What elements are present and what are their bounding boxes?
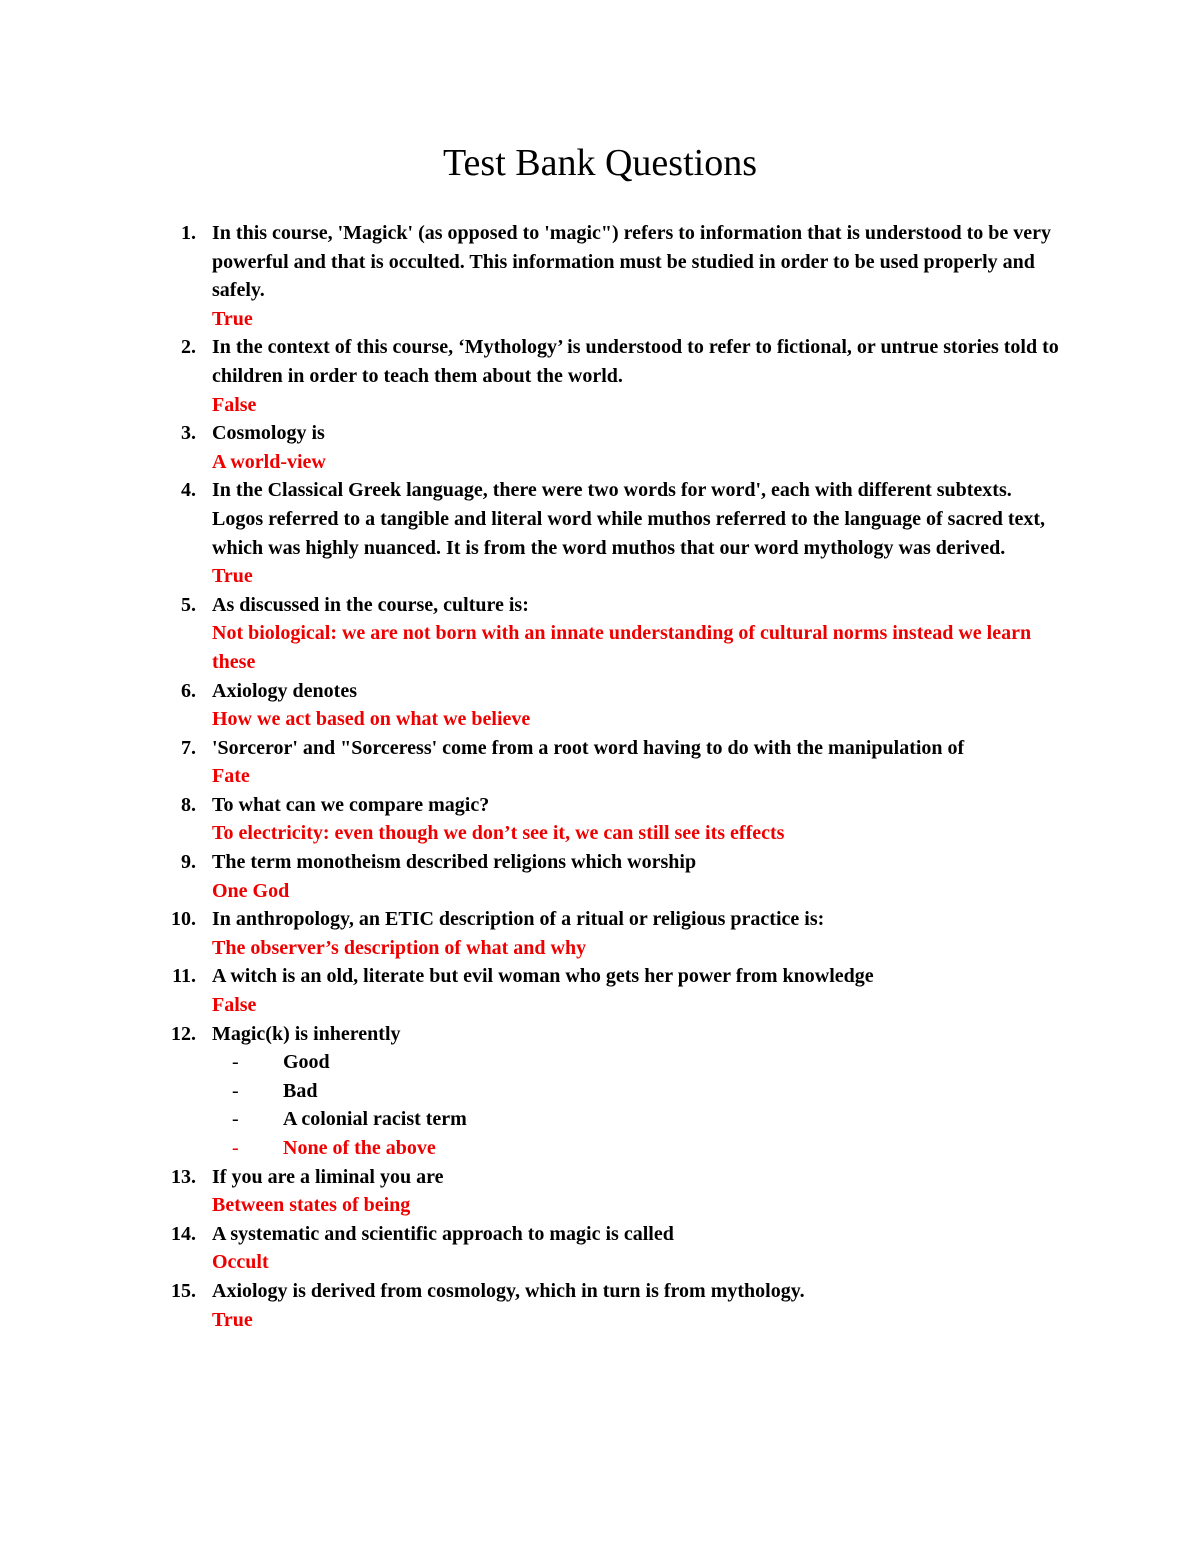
question-item xyxy=(150,476,1060,590)
option-label: None of the above xyxy=(283,1137,436,1159)
question-item xyxy=(150,1220,1060,1277)
question-answer: False xyxy=(212,994,257,1017)
dash-bullet: - xyxy=(232,1137,239,1159)
question-answer: How we act based on what we believe xyxy=(212,708,531,731)
question-item xyxy=(150,677,1060,734)
dash-bullet: - xyxy=(232,1079,239,1102)
question-text: 'Sorceror' and "Sorceress' come from a root word having to do with the manipulation of xyxy=(212,736,965,759)
question-number: 14. xyxy=(171,1222,196,1245)
question-answer: True xyxy=(212,307,253,330)
question-item xyxy=(150,734,1060,791)
question-item xyxy=(150,219,1060,333)
question-answer: To electricity: even though we don’t see it, we can still see its effects xyxy=(212,822,785,845)
answer-options xyxy=(212,1048,1060,1162)
question-item xyxy=(150,333,1060,419)
question-answer: The observer’s description of what and why xyxy=(212,936,587,959)
option-item xyxy=(212,1077,1060,1106)
option-item-correct xyxy=(212,1134,1060,1163)
dash-bullet: - xyxy=(232,1108,239,1131)
question-text: A systematic and scientific approach to magic is called xyxy=(212,1222,674,1245)
question-item xyxy=(150,419,1060,476)
dash-bullet: - xyxy=(232,1051,239,1074)
question-number: 4. xyxy=(181,479,196,502)
question-text: As discussed in the course, culture is: xyxy=(212,593,529,616)
option-label: Bad xyxy=(283,1079,318,1102)
question-answer: Between states of being xyxy=(212,1194,411,1217)
question-answer: False xyxy=(212,393,257,416)
question-item xyxy=(150,905,1060,962)
option-label: A colonial racist term xyxy=(283,1108,467,1131)
question-text: Axiology denotes xyxy=(212,679,357,702)
question-text: In anthropology, an ETIC description of a ritual or religious practice is: xyxy=(212,908,825,931)
option-item xyxy=(212,1105,1060,1134)
question-text: Magic(k) is inherently xyxy=(212,1022,401,1045)
question-text: In this course, 'Magick' (as opposed to 'magic") refers to information that is understood to be very powerful and that is occulted. This information must be studied in order to be used properly and safely. xyxy=(212,222,1052,302)
question-answer: True xyxy=(212,565,253,588)
question-number: 13. xyxy=(171,1165,196,1188)
question-text: In the Classical Greek language, there were two words for word', each with different subtexts. Logos referred to a tangible and literal word while muthos referred to the language of sacred text, which was highly nuanced. It is from the word muthos that our word mythology was derived. xyxy=(212,479,1046,559)
question-number: 11. xyxy=(172,965,196,988)
question-answer: True xyxy=(212,1308,253,1331)
question-number: 9. xyxy=(181,851,196,874)
question-text: In the context of this course, ‘Mythology’ is understood to refer to fictional, or untrue stories told to children in order to teach them about the world. xyxy=(212,336,1059,387)
question-number: 2. xyxy=(181,336,196,359)
question-item xyxy=(150,1277,1060,1334)
question-item xyxy=(150,1163,1060,1220)
question-text: If you are a liminal you are xyxy=(212,1165,444,1188)
question-text: The term monotheism described religions which worship xyxy=(212,851,697,874)
question-text: Axiology is derived from cosmology, which in turn is from mythology. xyxy=(212,1279,805,1302)
question-answer: A world-view xyxy=(212,450,326,473)
question-number: 8. xyxy=(181,793,196,816)
question-number: 3. xyxy=(181,422,196,445)
question-number: 1. xyxy=(181,222,196,244)
question-answer: One God xyxy=(212,879,290,902)
question-answer: Not biological: we are not born with an innate understanding of cultural norms instead we learn these xyxy=(212,622,1032,673)
question-item xyxy=(150,791,1060,848)
question-answer: Fate xyxy=(212,765,250,788)
question-text: Cosmology is xyxy=(212,422,325,445)
question-number: 12. xyxy=(171,1022,196,1045)
question-number: 7. xyxy=(181,736,196,759)
question-number: 10. xyxy=(171,908,196,931)
question-number: 6. xyxy=(181,679,196,702)
question-item xyxy=(150,848,1060,905)
question-item xyxy=(150,591,1060,677)
question-text: To what can we compare magic? xyxy=(212,793,490,816)
page-title: Test Bank Questions xyxy=(443,142,757,184)
question-item xyxy=(150,1020,1060,1163)
question-answer: Occult xyxy=(212,1251,269,1274)
option-item xyxy=(212,1048,1060,1077)
question-number: 15. xyxy=(171,1279,196,1302)
question-number: 5. xyxy=(181,593,196,616)
question-list xyxy=(150,219,1060,1334)
question-item xyxy=(150,962,1060,1019)
question-text: A witch is an old, literate but evil woman who gets her power from knowledge xyxy=(212,965,874,988)
option-label: Good xyxy=(283,1051,330,1074)
